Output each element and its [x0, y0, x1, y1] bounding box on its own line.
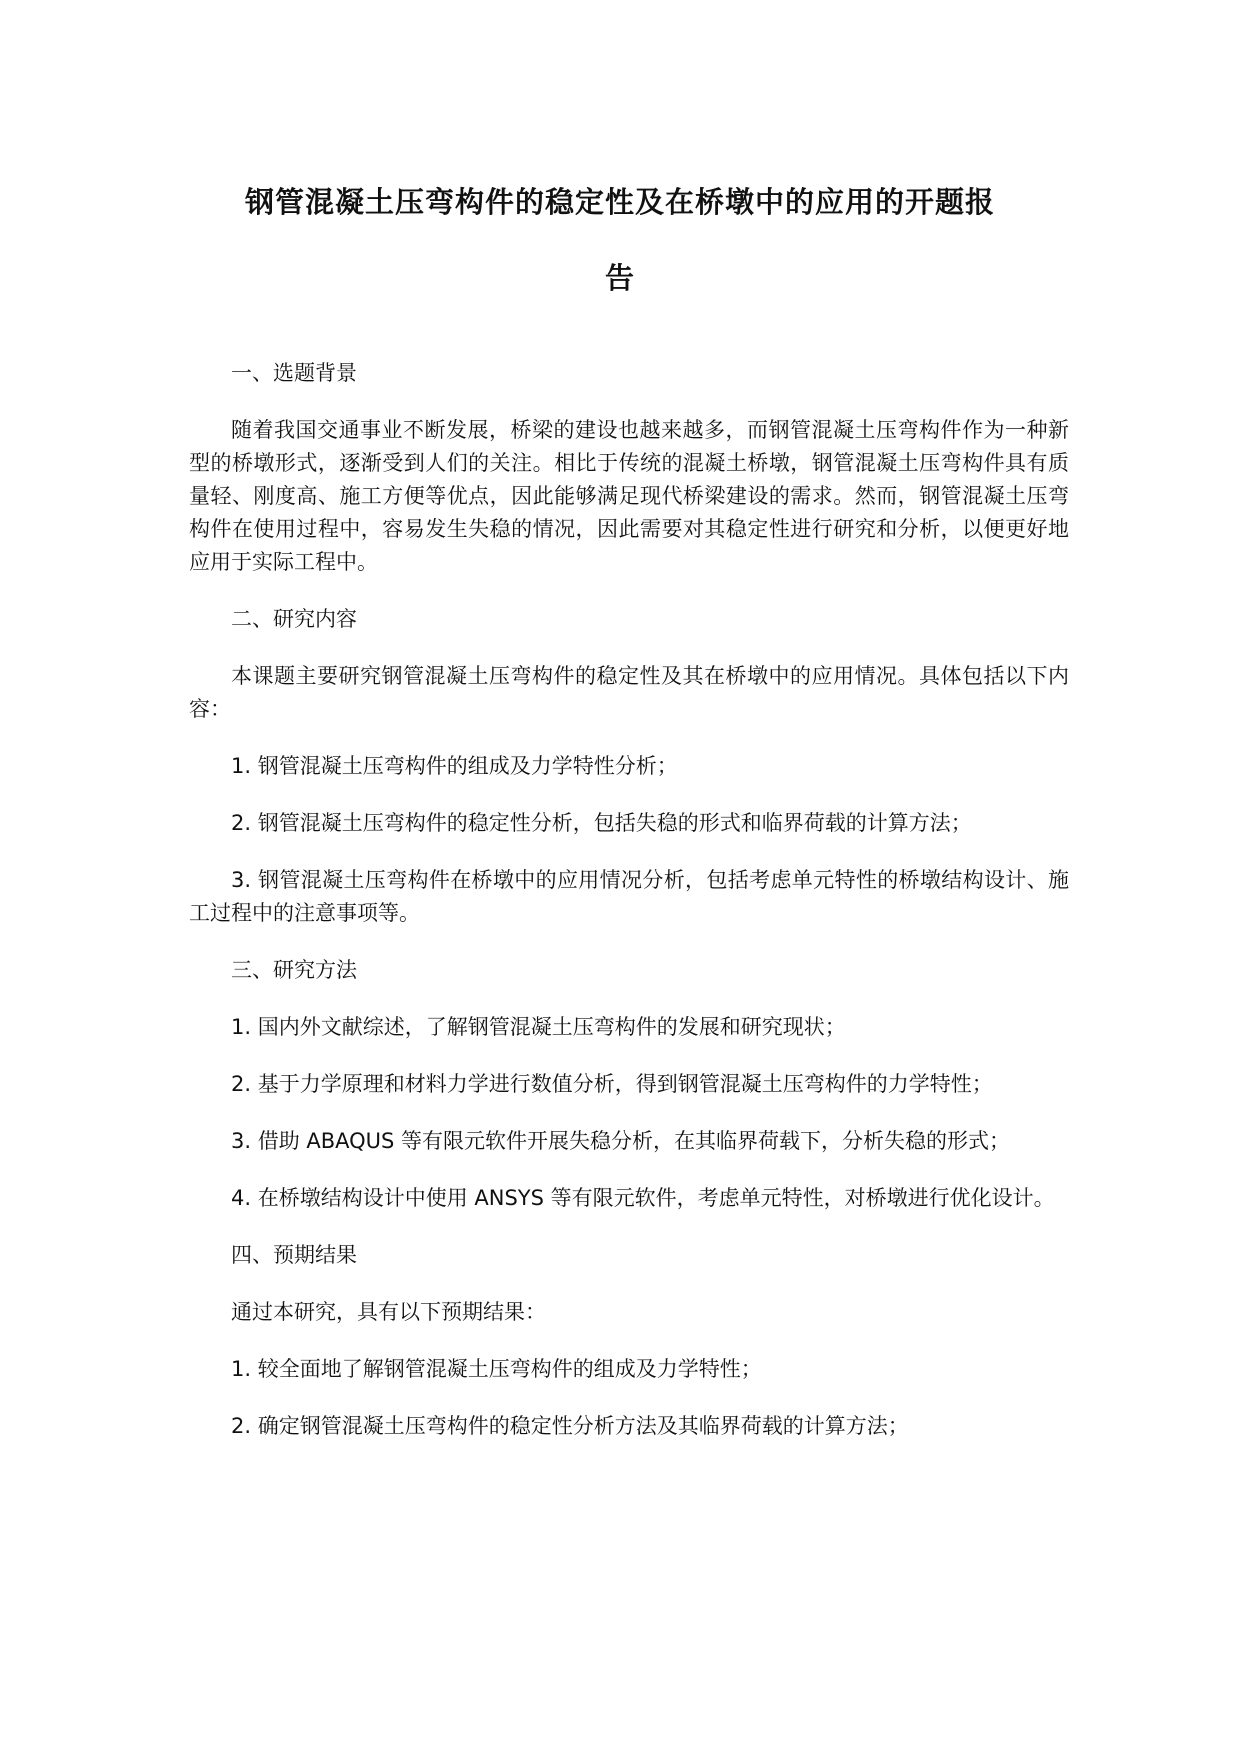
section-heading-methods: 三、研究方法 — [231, 958, 357, 982]
list-item-content-2: 2. 钢管混凝土压弯构件的稳定性分析，包括失稳的形式和临界荷载的计算方法； — [231, 811, 972, 835]
list-item-content-1: 1. 钢管混凝土压弯构件的组成及力学特性分析； — [231, 754, 678, 778]
section-heading-content: 二、研究内容 — [231, 607, 357, 631]
paragraph-background: 随着我国交通事业不断发展，桥梁的建设也越来越多，而钢管混凝土压弯构件作为一种新型的桥墩形式，逐渐受到人们的关注。相比于传统的混凝土桥墩，钢管混凝土压弯构件具有质量轻、刚度高、施工方便等优点，因此能够满足现代桥梁建设的需求。然而，钢管混凝土压弯构件在使用过程中，容易发生失稳的情况，因此需要对其稳定性进行研究和分析，以便更好地应用于实际工程中。 — [189, 418, 1069, 574]
document-title-line-1: 钢管混凝土压弯构件的稳定性及在桥墩中的应用的开题报 — [244, 185, 995, 219]
paragraph-results-intro: 通过本研究，具有以下预期结果： — [231, 1300, 546, 1324]
list-item-method-1: 1. 国内外文献综述，了解钢管混凝土压弯构件的发展和研究现状； — [231, 1015, 846, 1039]
list-item-method-2: 2. 基于力学原理和材料力学进行数值分析，得到钢管混凝土压弯构件的力学特性； — [231, 1072, 993, 1096]
section-heading-background: 一、选题背景 — [231, 361, 357, 385]
paragraph-content-intro: 本课题主要研究钢管混凝土压弯构件的稳定性及其在桥墩中的应用情况。具体包括以下内容： — [189, 664, 1069, 721]
list-item-content-3: 3. 钢管混凝土压弯构件在桥墩中的应用情况分析，包括考虑单元特性的桥墩结构设计、施工过程中的注意事项等。 — [189, 868, 1069, 925]
section-heading-results: 四、预期结果 — [231, 1243, 357, 1267]
list-item-method-4: 4. 在桥墩结构设计中使用 ANSYS 等有限元软件，考虑单元特性，对桥墩进行优化设计。 — [231, 1186, 1055, 1210]
document-title-line-2: 告 — [604, 261, 635, 295]
list-item-result-1: 1. 较全面地了解钢管混凝土压弯构件的组成及力学特性； — [231, 1357, 762, 1381]
list-item-method-3: 3. 借助 ABAQUS 等有限元软件开展失稳分析，在其临界荷载下，分析失稳的形式； — [231, 1129, 1011, 1153]
list-item-result-2: 2. 确定钢管混凝土压弯构件的稳定性分析方法及其临界荷载的计算方法； — [231, 1414, 909, 1438]
document-body — [189, 357, 1069, 1467]
